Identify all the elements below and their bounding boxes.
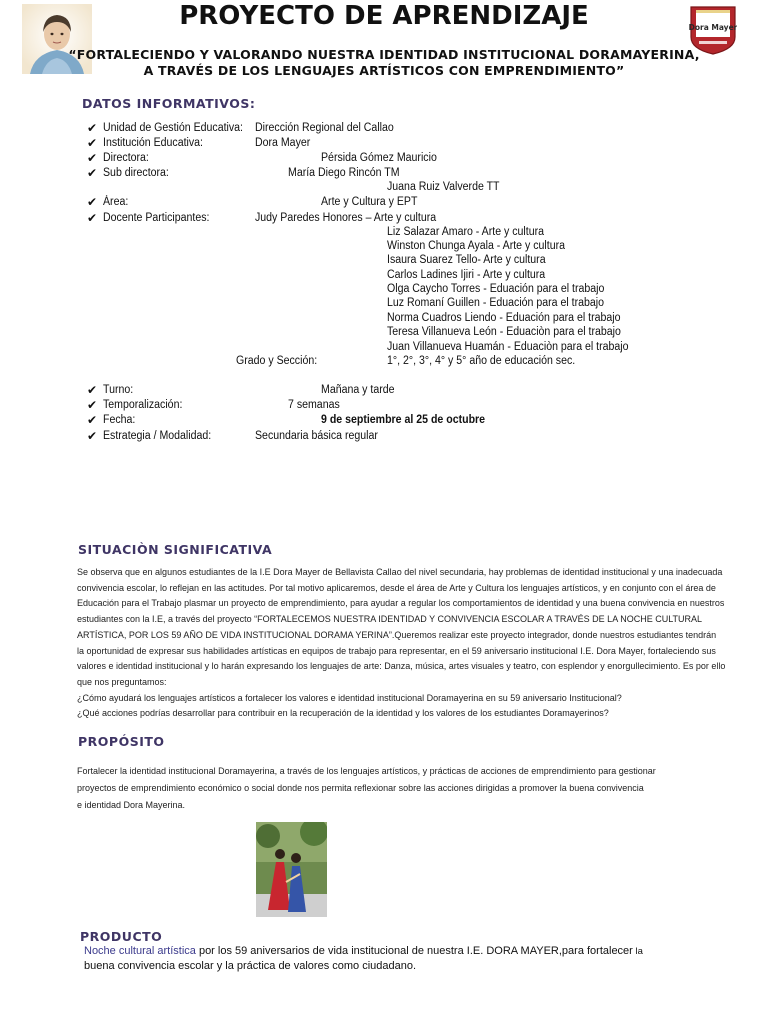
docente-item: Winston Chunga Ayala - Arte y cultura xyxy=(387,240,566,252)
check-icon: ✔ xyxy=(87,211,98,225)
fecha-label: Fecha: xyxy=(103,414,136,426)
docente-item: Luz Romaní Guillen - Eduación para el trabajo xyxy=(387,297,605,309)
producto-heading: PRODUCTO xyxy=(80,929,163,944)
turno-value: Mañana y tarde xyxy=(321,384,395,396)
producto-text-rest: por los 59 aniversarios de vida institucional de nuestra I.E. DORA MAYER,para fortalecer xyxy=(195,945,633,957)
grado-label: Grado y Sección: xyxy=(236,355,318,367)
ugel-value: Dirección Regional del Callao xyxy=(255,122,394,134)
proposito-paragraph xyxy=(77,763,713,814)
estrategia-value: Secundaria básica regular xyxy=(255,430,378,442)
docente-item: Juan Villanueva Huamán - Eduaciòn para el trabajo xyxy=(387,341,629,353)
docente-item: Isaura Suarez Tello- Arte y cultura xyxy=(387,254,546,266)
check-icon: ✔ xyxy=(87,166,98,180)
paragraph-line: la oportunidad de expresar sus habilidades artísticas en equipos de trabajo para representar, en el 59 aniversario institucional I.E. Dora Mayer, fortaleciendo sus xyxy=(77,645,716,656)
proposito-heading: PROPÓSITO xyxy=(78,734,165,749)
check-icon: ✔ xyxy=(87,121,98,135)
paragraph-line: ARTÍSTICA, POR LOS 59 AÑO DE VIDA INSTITUCIONAL DORAMA YERINA”.Queremos realizar este proyecto integrador, donde nuestros estudiantes tendrán xyxy=(77,629,717,640)
fecha-value: 9 de septiembre al 25 de octubre xyxy=(321,414,486,426)
school-logo-text: Dora Mayer xyxy=(689,23,737,32)
check-icon: ✔ xyxy=(87,136,98,150)
temporalizacion-label: Temporalización: xyxy=(103,399,183,411)
school-logo xyxy=(689,5,737,55)
ie-value: Dora Mayer xyxy=(255,137,311,149)
subtitle-line-2: A TRAVÉS DE LOS LENGUAJES ARTÍSTICOS CON EMPRENDIMIENTO” xyxy=(143,63,625,78)
paragraph-line: Fortalecer la identidad institucional Doramayerina, a través de los lenguajes artísticos, y prácticas de acciones de emprendimiento para gestionar xyxy=(77,766,656,776)
directora-label: Directora: xyxy=(103,152,149,164)
paragraph-line: que nos preguntamos: xyxy=(77,676,167,687)
check-icon: ✔ xyxy=(87,398,98,412)
check-icon: ✔ xyxy=(87,429,98,443)
grado-value: 1°, 2°, 3°, 4° y 5° año de educación sec. xyxy=(387,355,576,367)
temporalizacion-value: 7 semanas xyxy=(288,399,340,411)
estrategia-label: Estrategia / Modalidad: xyxy=(103,430,212,442)
docente-item: Teresa Villanueva León - Eduaciòn para el trabajo xyxy=(387,326,621,338)
area-label: Área: xyxy=(103,196,129,208)
question-line: ¿Cómo ayudará los lenguajes artísticos a fortalecer los valores e identidad institucional Doramayerina en su 59 aniversario Institucional? xyxy=(77,692,622,703)
area-value: Arte y Cultura y EPT xyxy=(321,196,418,208)
ugel-label: Unidad de Gestión Educativa: xyxy=(103,122,243,134)
directora-value: Pérsida Gómez Mauricio xyxy=(321,152,437,164)
page-title: PROYECTO DE APRENDIZAJE xyxy=(179,1,589,31)
producto-highlight: Noche cultural artística xyxy=(84,945,196,957)
docentes-label: Docente Participantes: xyxy=(103,212,210,224)
producto-text-line-2: buena convivencia escolar y la práctica de valores como ciudadano. xyxy=(84,960,417,972)
producto-text-end: la xyxy=(632,946,643,957)
paragraph-line: valores e identidad institucional y lo harán expresando los lenguajes de arte: Danza, música, artes visuales y teatro, con esplendor y enorgullecimiento. Es por ello xyxy=(77,661,726,672)
subdirectora-label: Sub directora: xyxy=(103,167,169,179)
check-icon: ✔ xyxy=(87,195,98,209)
check-icon: ✔ xyxy=(87,413,98,427)
datos-heading: DATOS INFORMATIVOS: xyxy=(82,96,256,111)
turno-label: Turno: xyxy=(103,384,134,396)
paragraph-line: estudiantes con la I.E, a través del proyecto “FORTALECEMOS NUESTRA IDENTIDAD Y CONVIVENCIA ESCOLAR A TRAVÉS DE LA NOCHE CULTURAL xyxy=(77,614,703,625)
dance-photo xyxy=(256,822,327,917)
subtitle-line-1: “FORTALECIENDO Y VALORANDO NUESTRA IDENTIDAD INSTITUCIONAL DORAMAYERINA, xyxy=(68,47,700,62)
ie-label: Institución Educativa: xyxy=(103,137,203,149)
question-line: ¿Qué acciones podrías desarrollar para contribuir en la recuperación de la identidad y los valores de los estudiantes Doramayerinos? xyxy=(77,708,609,719)
docente-item: Liz Salazar Amaro - Arte y cultura xyxy=(387,226,545,238)
situacion-heading: SITUACIÒN SIGNIFICATIVA xyxy=(78,542,273,557)
subdirectora-value-2: Juana Ruiz Valverde TT xyxy=(387,181,500,193)
docente-item: Olga Caycho Torres - Eduación para el trabajo xyxy=(387,283,605,295)
paragraph-line: Educación para el Trabajo plasmar un proyecto de emprendimiento, para ayudar a regular los comportamientos de identidad y una buena convivencia en nuestros xyxy=(77,598,725,609)
paragraph-line: e identidad Dora Mayerina. xyxy=(77,800,186,810)
situacion-paragraph xyxy=(77,565,737,722)
docente-item: Carlos Ladines Ijiri - Arte y cultura xyxy=(387,269,546,281)
check-icon: ✔ xyxy=(87,383,98,397)
paragraph-line: Se observa que en algunos estudiantes de la I.E Dora Mayer de Bellavista Callao del nivel secundaria, hay problemas de identidad institucional y una inadecuada xyxy=(77,567,723,577)
docente-item: Norma Cuadros Liendo - Eduación para el trabajo xyxy=(387,312,621,324)
subdirectora-value-1: María Diego Rincón TM xyxy=(288,167,400,179)
producto-text xyxy=(84,944,724,974)
paragraph-line: proyectos de emprendimiento económico o social donde nos permita reflexionar sobre las acciones dirigidas a promover la buena convivencia xyxy=(77,783,644,793)
check-icon: ✔ xyxy=(87,151,98,165)
docente-item: Judy Paredes Honores – Arte y cultura xyxy=(255,212,437,224)
paragraph-line: convivencia escolar, lo reflejan en las actitudes. Por tal motivo aplicaremos, desde el área de Arte y Cultura los lenguajes artísticos, y en conjunto con el área de xyxy=(77,582,716,593)
